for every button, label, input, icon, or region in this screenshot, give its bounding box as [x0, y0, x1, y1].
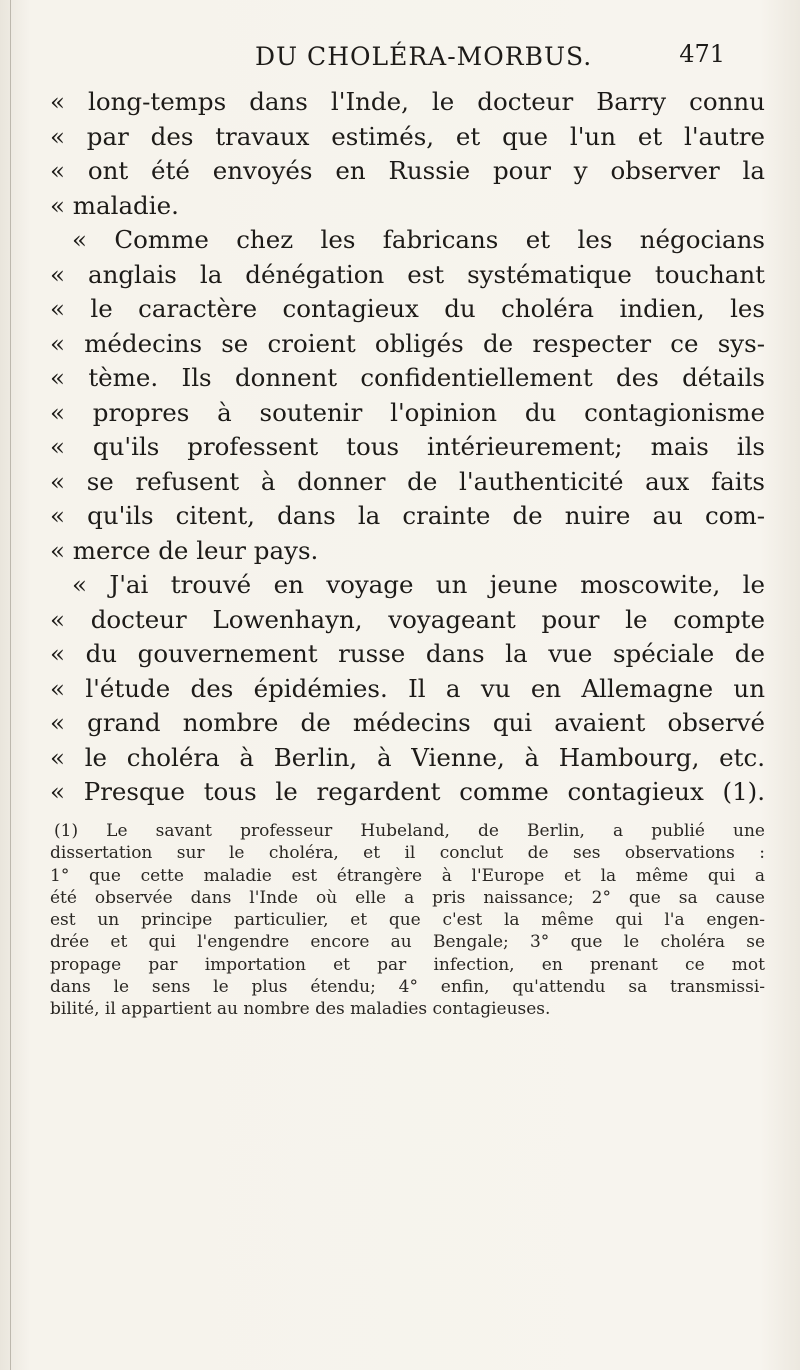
footnote-line: dissertation sur le choléra, et il conclut de ses observations : — [50, 843, 765, 864]
text-line: « qu'ils professent tous intérieurement; mais ils — [50, 432, 765, 461]
text-line: « Presque tous le regardent comme contagieux (1). — [50, 777, 765, 806]
page-header — [255, 42, 725, 76]
text-line: « ont été envoyés en Russie pour y observer la — [50, 156, 765, 185]
text-line: « se refusent à donner de l'authenticité aux faits — [50, 466, 765, 496]
main-text — [50, 85, 765, 810]
text-line: « le choléra à Berlin, à Vienne, à Hambourg, etc. — [50, 742, 765, 772]
text-line: « grand nombre de médecins qui avaient observé — [50, 708, 765, 737]
text-line: « maladie. — [50, 190, 179, 220]
text-line: « anglais la dénégation est systématique touchant — [50, 259, 765, 289]
footnote-line: bilité, il appartient au nombre des maladies contagieuses. — [50, 999, 551, 1020]
text-line: « long-temps dans l'Inde, le docteur Barry connu — [50, 87, 765, 116]
text-line: « J'ai trouvé en voyage un jeune moscowite, le — [72, 570, 765, 599]
text-line: « merce de leur pays. — [50, 535, 319, 565]
text-line: « du gouvernement russe dans la vue spéciale de — [50, 639, 765, 668]
text-line: « par des travaux estimés, et que l'un et l'autre — [50, 121, 765, 151]
running-title: DU CHOLÉRA-MORBUS. — [255, 42, 593, 71]
text-line: « tème. Ils donnent confidentiellement des détails — [50, 363, 765, 392]
text-line: « le caractère contagieux du choléra indien, les — [50, 294, 765, 323]
text-line: « Comme chez les fabricans et les négocians — [72, 225, 765, 254]
footnote-line: 1° que cette maladie est étrangère à l'Europe et la même qui a — [50, 865, 765, 886]
footnote-block — [50, 820, 765, 1021]
text-line: « médecins se croient obligés de respecter ce sys- — [50, 328, 765, 358]
page-number: 471 — [679, 40, 725, 68]
text-line: « propres à soutenir l'opinion du contagionisme — [50, 397, 765, 427]
footnote-line: propage par importation et par infection, en prenant ce mot — [50, 954, 765, 975]
footnote-line: est un principe particulier, et que c'est la même qui l'a engen- — [50, 910, 765, 931]
text-line: « l'étude des épidémies. Il a vu en Allemagne un — [50, 673, 765, 703]
text-line: « qu'ils citent, dans la crainte de nuire au com- — [50, 501, 765, 530]
page-gutter-line — [10, 0, 11, 1370]
footnote-line: été observée dans l'Inde où elle a pris naissance; 2° que sa cause — [50, 887, 765, 908]
footnote-line: (1) Le savant professeur Hubeland, de Berlin, a publié une — [54, 821, 765, 841]
footnote-line: drée et qui l'engendre encore au Bengale; 3° que le choléra se — [50, 932, 765, 953]
footnote-line: dans le sens le plus étendu; 4° enfin, qu'attendu sa transmissi- — [50, 977, 765, 998]
text-line: « docteur Lowenhayn, voyageant pour le compte — [50, 604, 765, 634]
